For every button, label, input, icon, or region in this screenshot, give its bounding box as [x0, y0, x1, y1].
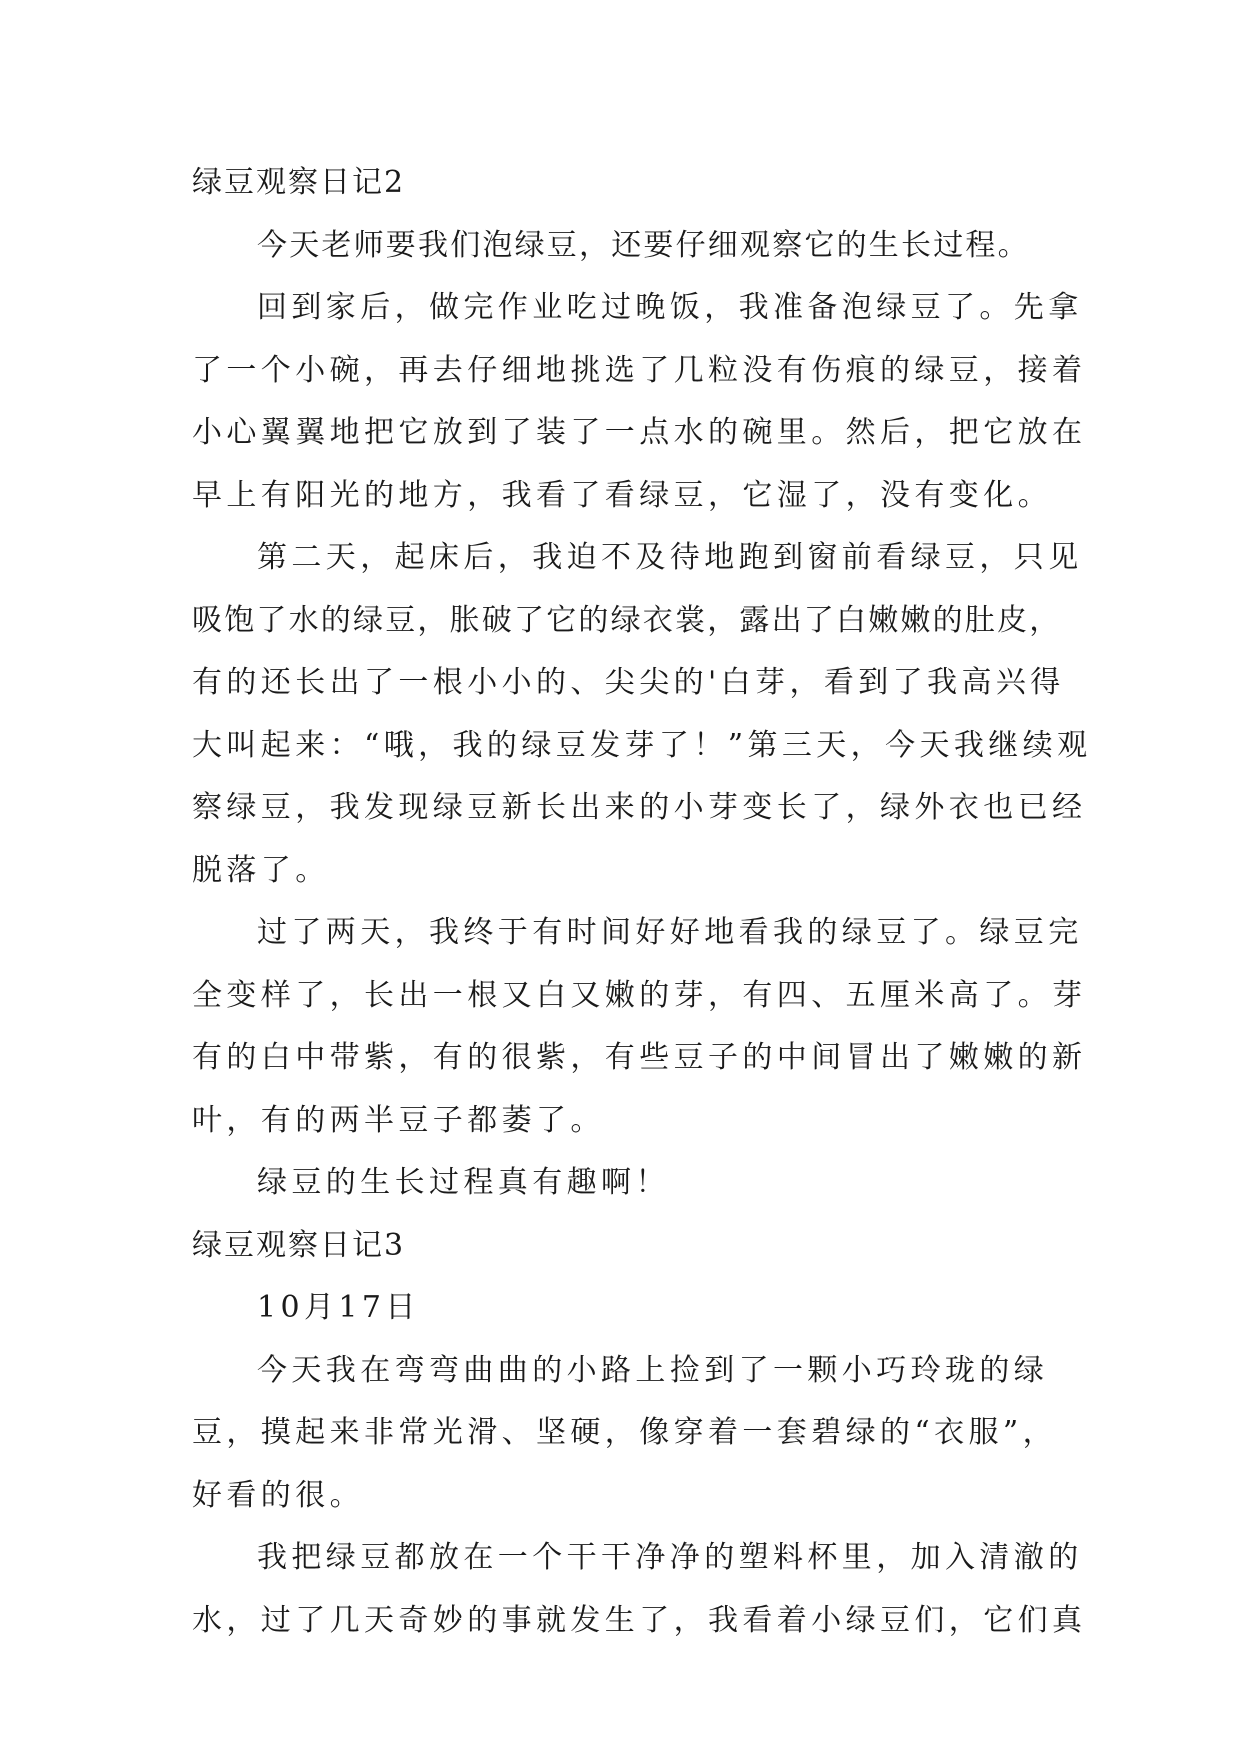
paragraph-line: 过了两天，我终于有时间好好地看我的绿豆了。绿豆完 — [257, 915, 1083, 950]
diary-title-3: 绿豆观察日记3 — [192, 1227, 406, 1263]
paragraph-line: 脱落了。 — [192, 852, 330, 888]
diary-title-2: 绿豆观察日记2 — [192, 165, 406, 200]
paragraph-line: 我把绿豆都放在一个干干净净的塑料杯里，加入清澈的 — [257, 1540, 1083, 1575]
paragraph-line: 好看的很。 — [192, 1477, 364, 1513]
paragraph-line: 豆，摸起来非常光滑、坚硬，像穿着一套碧绿的“衣服”， — [192, 1415, 1058, 1450]
diary-date: 10月17日 — [257, 1290, 420, 1325]
paragraph-line: 吸饱了水的绿豆，胀破了它的绿衣裳，露出了白嫩嫩的肚皮， — [192, 602, 1062, 638]
paragraph-line: 大叫起来：“哦，我的绿豆发芽了！”第三天，今天我继续观 — [192, 727, 1092, 763]
paragraph-line: 水，过了几天奇妙的事就发生了，我看着小绿豆们，它们真 — [192, 1602, 1087, 1638]
paragraph-line: 绿豆的生长过程真有趣啊！ — [257, 1165, 670, 1200]
paragraph-line: 察绿豆，我发现绿豆新长出来的小芽变长了，绿外衣也已经 — [192, 790, 1087, 825]
paragraph-line: 今天老师要我们泡绿豆，还要仔细观察它的生长过程。 — [257, 227, 1030, 263]
paragraph-line: 今天我在弯弯曲曲的小路上捡到了一颗小巧玲珑的绿 — [257, 1352, 1049, 1388]
paragraph-line: 早上有阳光的地方，我看了看绿豆，它湿了，没有变化。 — [192, 477, 1052, 513]
paragraph-line: 全变样了，长出一根又白又嫩的芽，有四、五厘米高了。芽 — [192, 977, 1087, 1013]
paragraph-line: 了一个小碗，再去仔细地挑选了几粒没有伤痕的绿豆，接着 — [192, 352, 1087, 388]
paragraph-line: 回到家后，做完作业吃过晚饭，我准备泡绿豆了。先拿 — [257, 290, 1083, 325]
paragraph-line: 叶，有的两半豆子都萎了。 — [192, 1102, 605, 1138]
paragraph-line: 小心翼翼地把它放到了装了一点水的碗里。然后，把它放在 — [192, 415, 1087, 450]
paragraph-line: 有的还长出了一根小小的、尖尖的'白芽，看到了我高兴得 — [192, 665, 1065, 700]
document-body — [192, 152, 1092, 1652]
paragraph-line: 第二天，起床后，我迫不及待地跑到窗前看绿豆，只见 — [257, 540, 1083, 575]
paragraph-line: 有的白中带紫，有的很紫，有些豆子的中间冒出了嫩嫩的新 — [192, 1040, 1087, 1075]
